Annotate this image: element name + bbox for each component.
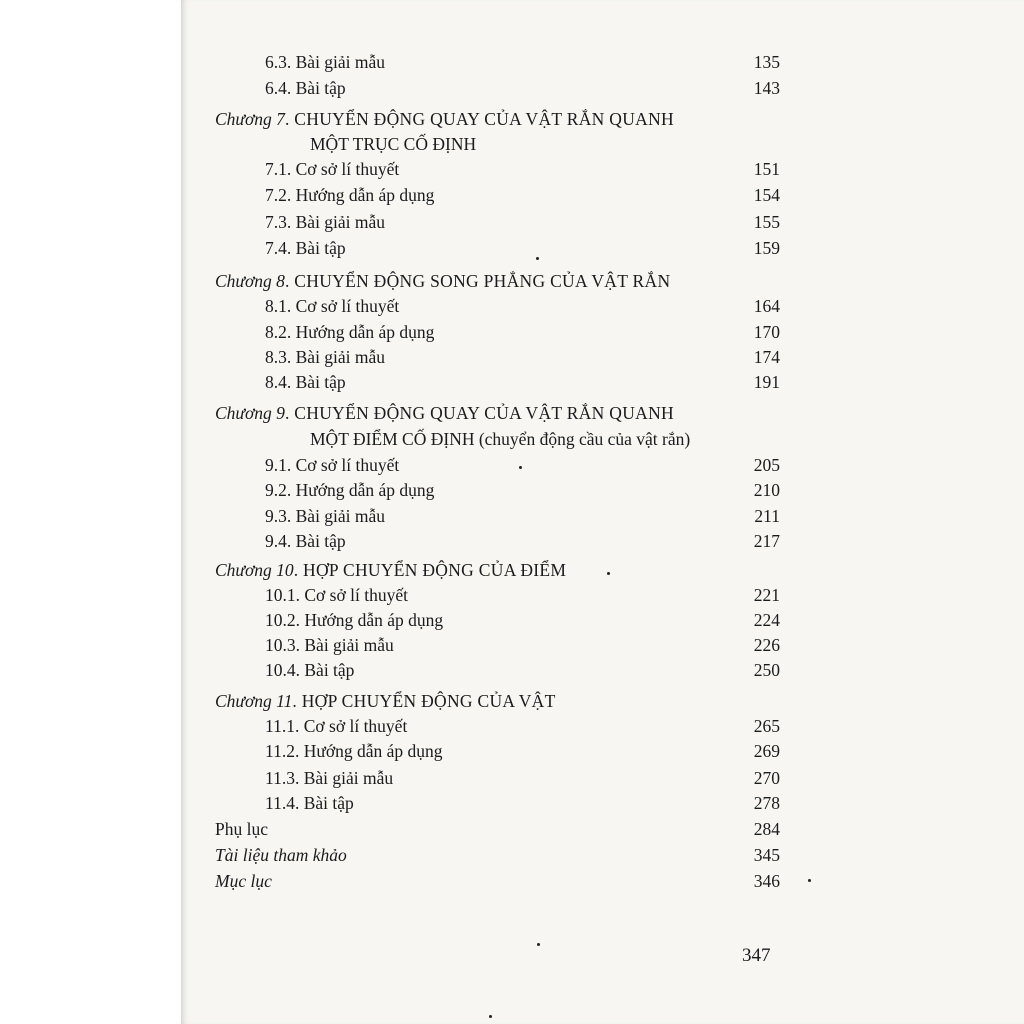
toc-entry-row <box>215 49 780 75</box>
entry-page-number: 224 <box>753 610 780 630</box>
toc-entry-row <box>215 868 780 894</box>
entry-title: 6.3. Bài giải mẫu <box>265 52 386 72</box>
chapter-number: Chương 8 <box>215 271 285 291</box>
toc-entry-row <box>215 657 780 683</box>
entry-page-number: 170 <box>753 322 780 342</box>
toc-entry-row <box>215 452 780 478</box>
entry-page-number: 155 <box>753 212 780 232</box>
toc-entry-row <box>215 632 780 658</box>
entry-page-number: 210 <box>753 480 780 500</box>
scan-speck <box>519 466 522 469</box>
toc-entry-row <box>215 209 780 235</box>
entry-title: 7.1. Cơ sở lí thuyết <box>265 159 400 179</box>
toc-entry-row <box>215 713 780 739</box>
toc-entry-row <box>215 369 780 395</box>
toc-entry-row <box>215 842 780 868</box>
entry-page-number: 221 <box>753 585 780 605</box>
chapter-heading <box>215 400 674 426</box>
chapter-number: Chương 7 <box>215 109 285 129</box>
toc-entry-row <box>215 293 780 319</box>
entry-title: 8.2. Hướng dẫn áp dụng <box>265 322 435 342</box>
entry-title: 10.2. Hướng dẫn áp dụng <box>265 610 444 630</box>
chapter-title: . CHUYỂN ĐỘNG QUAY CỦA VẬT RẮN QUANH <box>284 403 674 423</box>
entry-title: Phụ lục <box>215 819 268 839</box>
entry-page-number: 135 <box>753 52 780 72</box>
toc-entry-row <box>215 816 780 842</box>
entry-page-number: 174 <box>753 347 780 367</box>
entry-page-number: 217 <box>753 531 780 551</box>
entry-page-number: 154 <box>753 185 780 205</box>
entry-page-number: 191 <box>753 372 780 392</box>
entry-title: 11.3. Bài giải mẫu <box>265 768 394 788</box>
toc-entry-row <box>215 607 780 633</box>
entry-title: 11.4. Bài tập <box>265 793 354 813</box>
toc-entry-row <box>215 503 780 529</box>
entry-page-number: 265 <box>753 716 780 736</box>
entry-title: 8.3. Bài giải mẫu <box>265 347 386 367</box>
entry-title: 7.3. Bài giải mẫu <box>265 212 386 232</box>
scan-speck <box>607 572 610 575</box>
scan-speck <box>808 879 811 882</box>
toc-entry-row <box>215 426 780 452</box>
entry-title: 9.1. Cơ sở lí thuyết <box>265 455 400 475</box>
entry-page-number: 284 <box>753 819 780 839</box>
toc-entry-row <box>215 182 780 208</box>
entry-title: 7.4. Bài tập <box>265 238 346 258</box>
toc-chapter-row <box>215 268 780 294</box>
toc-entry-row <box>215 738 780 764</box>
chapter-title-continued: MỘT TRỤC CỐ ĐỊNH <box>310 134 477 154</box>
toc-entry-row <box>215 765 780 791</box>
chapter-heading <box>215 557 566 583</box>
chapter-number: Chương 9 <box>215 403 285 423</box>
entry-title: Mục lục <box>215 871 272 891</box>
entry-title: 9.3. Bài giải mẫu <box>265 506 386 526</box>
toc-chapter-row <box>215 557 780 583</box>
toc-entry-row <box>215 156 780 182</box>
scan-speck <box>489 1015 492 1018</box>
chapter-number: Chương 11 <box>215 691 293 711</box>
entry-page-number: 270 <box>753 768 780 788</box>
entry-page-number: 151 <box>753 159 780 179</box>
toc-entry-row <box>215 319 780 345</box>
toc-entry-row <box>215 75 780 101</box>
entry-title: 7.2. Hướng dẫn áp dụng <box>265 185 435 205</box>
toc-entry-row <box>215 528 780 554</box>
entry-page-number: 345 <box>753 845 780 865</box>
chapter-heading <box>215 268 670 294</box>
entry-title: 11.2. Hướng dẫn áp dụng <box>265 741 443 761</box>
page-number: 347 <box>742 945 771 966</box>
chapter-number: Chương 10 <box>215 560 294 580</box>
toc-chapter-row <box>215 400 780 426</box>
entry-title: 8.1. Cơ sở lí thuyết <box>265 296 400 316</box>
toc-entry-row <box>215 582 780 608</box>
entry-page-number: 250 <box>753 660 780 680</box>
entry-title: 10.3. Bài giải mẫu <box>265 635 394 655</box>
entry-page-number: 164 <box>753 296 780 316</box>
scan-speck <box>537 943 540 946</box>
chapter-title-continued: MỘT ĐIỂM CỐ ĐỊNH (chuyển động cầu của vật rắn) <box>310 429 691 449</box>
entry-title: 10.1. Cơ sở lí thuyết <box>265 585 408 605</box>
chapter-title: . HỢP CHUYỂN ĐỘNG CỦA ĐIỂM <box>293 560 567 580</box>
entry-title: 10.4. Bài tập <box>265 660 355 680</box>
entry-page-number: 269 <box>753 741 780 761</box>
toc-chapter-row <box>215 106 780 132</box>
chapter-title: . CHUYỂN ĐỘNG QUAY CỦA VẬT RẮN QUANH <box>284 109 674 129</box>
entry-page-number: 226 <box>753 635 780 655</box>
chapter-title: . HỢP CHUYỂN ĐỘNG CỦA VẬT <box>292 691 556 711</box>
entry-page-number: 159 <box>753 238 780 258</box>
entry-title: 11.1. Cơ sở lí thuyết <box>265 716 408 736</box>
entry-title: Tài liệu tham khảo <box>215 845 347 865</box>
entry-page-number: 278 <box>753 793 780 813</box>
entry-page-number: 346 <box>753 871 780 891</box>
chapter-title: . CHUYỂN ĐỘNG SONG PHẲNG CỦA VẬT RẮN <box>284 271 671 291</box>
entry-page-number: 143 <box>753 78 780 98</box>
entry-page-number: 205 <box>753 455 780 475</box>
entry-title: 8.4. Bài tập <box>265 372 346 392</box>
toc-entry-row <box>215 344 780 370</box>
toc-entry-row <box>215 131 780 157</box>
entry-title: 9.2. Hướng dẫn áp dụng <box>265 480 435 500</box>
toc-entry-row <box>215 235 780 261</box>
chapter-heading <box>215 106 674 132</box>
entry-title: 9.4. Bài tập <box>265 531 346 551</box>
entry-title: 6.4. Bài tập <box>265 78 346 98</box>
toc-chapter-row <box>215 688 780 714</box>
toc-entry-row <box>215 790 780 816</box>
scan-speck <box>536 257 539 260</box>
entry-page-number: 211 <box>754 506 780 526</box>
toc-entry-row <box>215 477 780 503</box>
chapter-heading <box>215 688 556 714</box>
